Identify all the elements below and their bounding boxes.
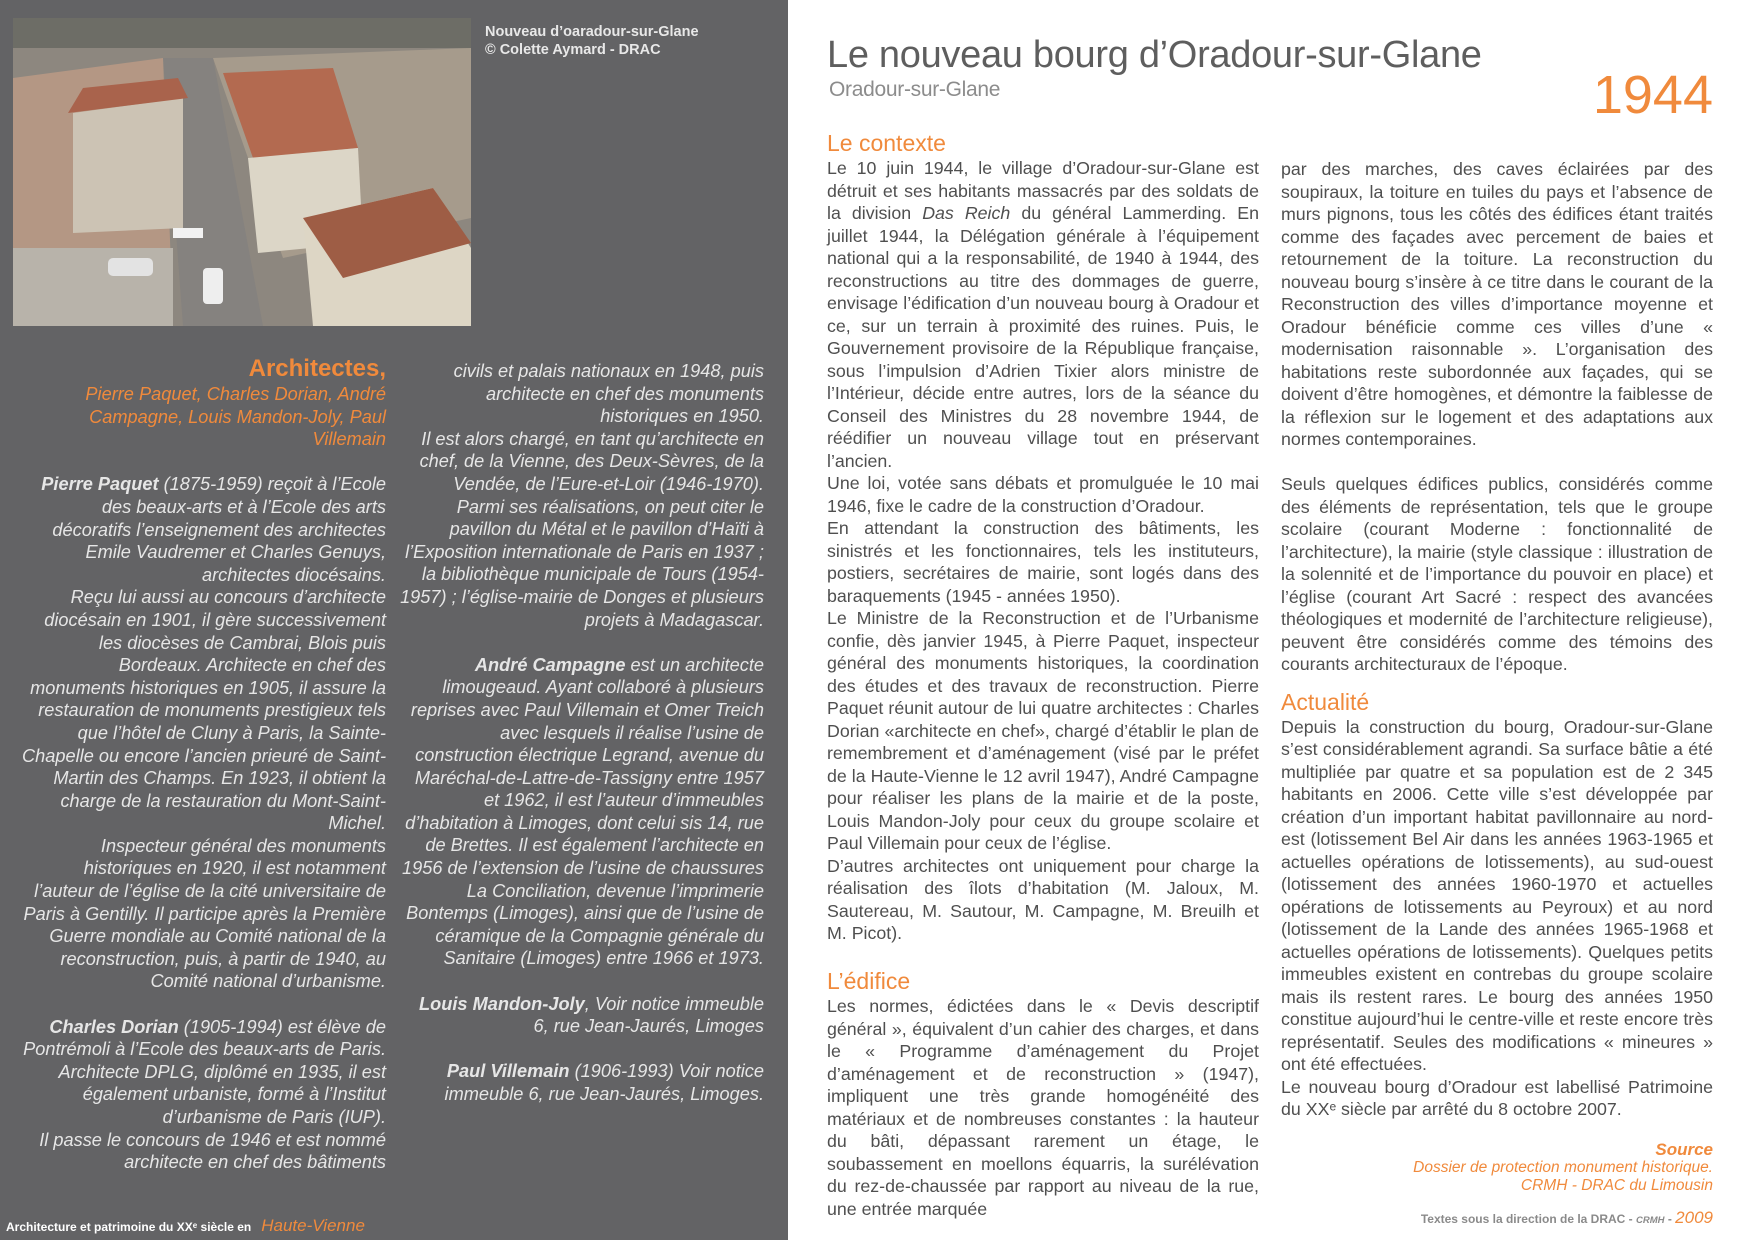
das-reich: Das Reich [922,203,1011,223]
series-label: Architecture et patrimoine du XXᵉ siècle en [6,1220,252,1234]
dorian-bio-4: Il est alors chargé, en tant qu’architecte en chef, de la Vienne, des Deux-Sèvres, de la Vendée, de l’Eure-et-Loir (1946-1970). [419,428,764,494]
paquet-bio-3: Inspecteur général des monuments historiques en 1920, il est notamment l’auteur de l’église de la cité universitaire de Paris à Gentilly. Il participe après la Première Guerre mondiale au Comité national de la reconstruction, puis, à partir de 1940, au Comité national d’urbanisme. [23,835,386,992]
contexte-p4: Le Ministre de la Reconstruction et de l’Urbanisme confie, dès janvier 1945, à Pierre Paquet, inspecteur général des monuments historiques, la coordination des études et des travaux de reconstruction. Pierre Paquet réunit autour de lui quatre architectes : Charles Dorian «architecte en chef», chargé d’établir le plan de remembrement et d’aménagement (visé par le préfet de la Haute-Vienne le 12 avril 1947), André Campagne pour réaliser les plans de la mairie et de la poste, Louis Mandon-Joly pour ceux du groupe scolaire et Paul Villemain pour ceux de l’église. [827,608,1259,853]
villemain-name: Paul Villemain [446,1061,570,1082]
architects-column-2 [400,360,764,1106]
actualite-p2: Le nouveau bourg d’Oradour est labellisé Patrimoine du XXᵉ siècle par arrêté du 8 octobre 2007. [1281,1076,1713,1119]
text-column-1 [827,129,1259,1220]
series-footer [6,1216,365,1236]
region-label: Haute-Vienne [261,1216,365,1235]
villemain-bio: Paul Villemain (1906-1993) Voir notice immeuble 6, rue Jean-Jaurés, Limoges. [444,1061,764,1104]
contexte-p2: Une loi, votée sans débats et promulguée le 10 mai 1946, fixe le cadre de la construction d’Oradour. [827,473,1259,516]
left-panel [0,0,788,1240]
credits-year: 2009 [1675,1208,1713,1227]
photo-illustration [13,18,471,326]
architects-heading: Architectes, [248,355,386,382]
campagne-bio: André Campagne est un architecte limougeaud. Ayant collaboré à plusieurs reprises avec Paul Villemain et Omer Treich avec lesquels il réalise l’usine de construction électrique Legrand, avenue du Maréchal-de-Lattre-de-Tassigny entre 1957 et 1962, il est l’auteur d’immeubles d’habitation à Limoges, dont celui sis 14, rue de Brettes. Il est également l’architecte en 1956 de l’extension de l’usine de chaussures La Conciliation, devenue l’imprimerie Bontemps (Limoges), ainsi que de l’usine de céramique de la Compagnie générale du Sanitaire (Limoges) entre 1966 et 1973. [402,654,764,969]
village-aerial-photo [13,18,471,326]
contexte-p1: Le 10 juin 1944, le village d’Oradour-sur-Glane est détruit et ses habitants massacrés par des soldats de la division Das Reich du général Lammerding. En juillet 1944, la Délégation générale à l’équipement national qui a la responsabilité, de 1940 à 1944, des reconstructions au titre des dommages de guerre, envisage l’édification d’un nouveau bourg à Oradour et ce, sur un terrain à proximité des ruines. Puis, le Gouvernement provisoire de la République française, sous l’impulsion d’Adrien Tixier alors ministre de l’Intérieur, décide entre autres, lors de la séance du Conseil des Ministres du 28 novembre 1944, de réédifier un nouveau village tout en préservant l’ancien. [827,158,1259,471]
section-heading-edifice: L’édifice [827,968,911,994]
page-title: Le nouveau bourg d’Oradour-sur-Glane [827,34,1482,76]
mandon-joly-name: Louis Mandon-Joly [419,993,585,1014]
credits-footer: Textes sous la direction de la DRAC - CRMH - 2009 [1420,1208,1713,1227]
text-column-2 [1281,158,1713,1121]
edifice-p1: Les normes, édictées dans le « Devis descriptif général », équivalent d’un cahier des charges, et dans le « Programme d’aménagement du Projet d’aménagement et de reconstruction » (1947), impliquent une très grande homogénéité des matériaux et de nombreuses constantes : la hauteur du bâti, dépassant rarement un étage, le soubassement en moellons équarris, la surélévation du rez-de-chaussée par rapport au niveau de la rue, une entrée marquée [827,996,1259,1219]
source-line-2: CRMH - DRAC du Limousin [1520,1177,1713,1194]
source-line-1: Dossier de protection monument historique. [1413,1159,1713,1176]
edifice-p2: Seuls quelques édifices publics, considérés comme des éléments de représentation, tels que le groupe scolaire (courant Moderne : fonctionnalité de l’architecture), la mairie (style classique : illustration de la solennité et de l’importance du pouvoir en place) et l’église (courant Art Sacré : respect des avancées théologiques et modernité de l’architecture religieuse), peuvent être considérés comme des témoins des courants architecturaux de l’époque. [1281,474,1713,674]
paquet-name: Pierre Paquet [41,474,159,495]
section-heading-actualite: Actualité [1281,688,1370,715]
actualite-p1: Depuis la construction du bourg, Oradour-sur-Glane s’est considérablement agrandi. Sa surface bâtie a été multipliée par quatre et sa population est de 2 345 habitants en 2006. Cette ville s’est développée par création d’un important habitat pavillonnaire au nord-est (lotissement Bel Air dans les années 1963-1965 et actuelles opérations de lotissements), au sud-ouest (lotissement des années 1960-1970 et actuelles opérations de lotissements au Peyroux) et au nord (lotissement de la Lande des années 1965-1968 et actuelles opérations de lotissements). Quelques petits immeubles existent en contrebas du groupe scolaire mais ils restent rares. Le bourg des années 1950 constitue aujourd’hui le centre-ville et reste encore très représentatif. Seules des modifications « mineures » ont été effectuées. [1281,716,1713,1074]
photo-caption [485,23,699,59]
page-subtitle: Oradour-sur-Glane [829,78,1001,101]
source-heading: Source [1655,1140,1713,1159]
section-heading-contexte: Le contexte [827,130,946,156]
contexte-p5: D’autres architectes ont uniquement pour charge la réalisation des îlots d’habitation (M. Jaloux, M. Sautereau, M. Sautour, M. Campagne, M. Breuilh et M. Picot). [827,855,1259,943]
paquet-bio-2: Reçu lui aussi au concours d’architecte diocésain en 1901, il gère successivement les diocèses de Cambrai, Blois puis Bordeaux. Architecte en chef des monuments historiques en 1905, il assure la restauration de monuments prestigieux tels que l’hôtel de Cluny à Paris, la Sainte-Chapelle ou encore l’ancien prieuré de Saint-Martin des Champs. En 1923, il obtient la charge de la restauration du Mont-Saint-Michel. [22,587,386,834]
caption-credit: © Colette Aymard - DRAC [485,42,661,58]
dorian-bio-2: Il passe le concours de 1946 et est nommé architecte en chef des bâtiments [39,1129,386,1173]
crmh-label: CRMH [1636,1215,1665,1226]
architects-names: Pierre Paquet, Charles Dorian, André Campagne, Louis Mandon-Joly, Paul Villemain [85,384,386,450]
dorian-bio-3: civils et palais nationaux en 1948, puis architecte en chef des monuments historiques en 1950. [453,361,764,427]
campagne-name: André Campagne [474,654,626,675]
architects-column-1 [20,355,386,1174]
edifice-p1-cont: par des marches, des caves éclairées par des soupiraux, la toiture en tuiles du pays et l’absence de murs pignons, tous les côtés des édifices étant traités comme des façades avec percement de baies et retournement de la toiture. La reconstruction du nouveau bourg s’insère à ce titre dans le courant de la Reconstruction des villes d’importance moyenne et Oradour bénéficie comme ces villes d’une « modernisation raisonnable ». L’organisation des habitations reste subordonnée aux façades, qui se doivent d’être homogènes, et démontre la faiblesse de la réflexion sur le logement et des adaptations aux normes contemporaines. [1281,159,1713,449]
dorian-bio-5: Parmi ses réalisations, on peut citer le pavillon du Métal et le pavillon d’Haïti à l’Exposition internationale de Paris en 1937 ; la bibliothèque municipale de Tours (1954-1957) ; l’église-mairie de Donges et plusieurs projets à Madagascar. [400,496,764,630]
dorian-bio-1: Charles Dorian (1905-1994) est élève de Pontrémoli à l’Ecole des beaux-arts de Paris. Architecte DPLG, diplômé en 1935, il est également urbaniste, formé à l’Institut d’urbanisme de Paris (IUP). [23,1016,386,1127]
mandon-joly-bio: Louis Mandon-Joly, Voir notice immeuble 6, rue Jean-Jaurés, Limoges [419,993,764,1037]
dorian-name: Charles Dorian [49,1016,179,1037]
contexte-p3: En attendant la construction des bâtiments, les sinistrés et les fonctionnaires, tels les instituteurs, postiers, secrétaires de mairie, sont logés dans des baraquements (1945 - années 1950). [827,518,1259,606]
caption-title: Nouveau d’oaradour-sur-Glane [485,24,699,40]
year-badge: 1944 [1592,65,1713,125]
paquet-bio-1: Pierre Paquet (1875-1959) reçoit à l’Ecole des beaux-arts et à l’Ecole des arts décoratifs l’enseignement des architectes Emile Vaudremer et Charles Genuys, architectes diocésains. [41,474,386,585]
source-block [1413,1141,1713,1195]
